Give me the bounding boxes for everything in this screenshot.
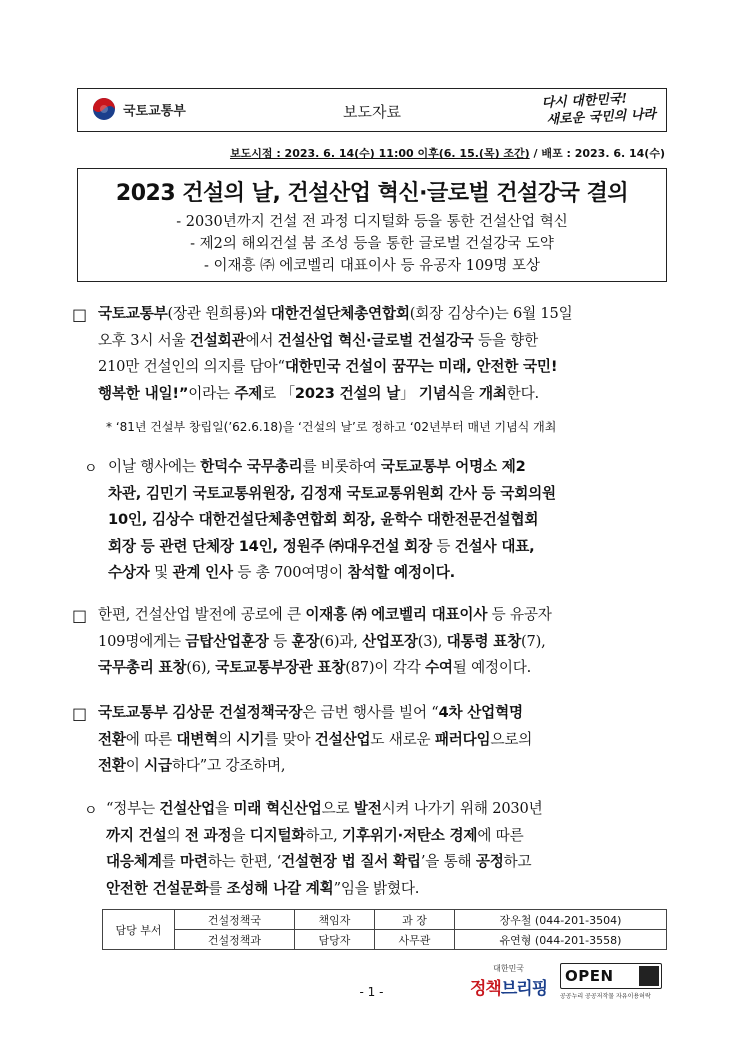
title-cell: 과 장 <box>375 910 455 930</box>
paragraph-2-line: 차관, 김민기 국토교통위원장, 김정재 국토교통위원회 간사 등 국회의원 <box>108 484 556 502</box>
embargo-time: 보도시점 : 2023. 6. 14(수) 11:00 이후(6. 15.(목) 조간) <box>229 147 530 160</box>
person-cell: 유연형 (044-201-3558) <box>455 930 667 950</box>
circle-bullet: ㅇ <box>84 803 98 819</box>
paragraph-2-line: 이날 행사에는 한덕수 국무총리를 비롯하여 국토교통부 어명소 제2 <box>108 458 526 475</box>
person-cell: 장우철 (044-201-3504) <box>455 910 667 930</box>
press-header <box>77 88 667 132</box>
paragraph-1 <box>98 301 573 407</box>
division-cell: 건설정책과 <box>175 930 295 950</box>
paragraph-5-line: “정부는 건설산업을 미래 혁신산업으로 발전시켜 나가기 위해 2030년 <box>106 800 543 817</box>
paragraph-4-line: 전환이 시급하다”고 강조하며, <box>98 757 286 774</box>
paragraph-4-line: 국토교통부 김상문 건설정책국장은 금번 행사를 빌어 “4차 산업혁명 <box>98 704 523 721</box>
dept-label-cell: 담당 부서 <box>103 910 175 950</box>
open-text: OPEN <box>565 967 614 985</box>
brief-title: 정책브리핑 <box>470 979 548 999</box>
paragraph-5-line: 대응체계를 마련하는 한편, ‘건설현장 법 질서 확립’을 통해 공정하고 <box>106 853 532 870</box>
page-number: - 1 - <box>359 985 384 999</box>
paragraph-1-line: 국토교통부(장관 원희룡)와 대한건설단체총연합회(회장 김상수)는 6월 15일 <box>98 305 573 322</box>
release-separator: / <box>529 147 542 160</box>
paragraph-2-line: 10인, 김상수 대한건설단체총연합회 회장, 윤학수 대한전문건설협회 <box>108 511 539 528</box>
paragraph-5-line: 안전한 건설문화를 조성해 나갈 계획”임을 밝혔다. <box>106 879 420 897</box>
footnote: * ‘81년 건설부 창립일(’62.6.18)을 ‘건설의 날’로 정하고 ‘02년부터 매년 기념식 개최 <box>106 420 557 434</box>
square-bullet: □ <box>72 704 88 723</box>
paragraph-1-line: 210만 건설인의 의지를 담아“대한민국 건설이 꿈꾸는 미래, 안전한 국민! <box>98 358 558 375</box>
paragraph-4 <box>98 700 532 780</box>
slogan <box>542 89 657 129</box>
table-row <box>103 930 667 950</box>
attribution-icon <box>639 966 659 986</box>
slogan-line-1: 다시 대한민국! <box>541 91 628 111</box>
open-badge <box>560 963 662 989</box>
paragraph-1-line: 행복한 내일!”이라는 주제로 「2023 건설의 날」 기념식을 개최한다. <box>98 384 539 402</box>
title-cell: 사무관 <box>375 930 455 950</box>
open-caption: 공공누리 공공저작물 자유이용허락 <box>560 993 651 1000</box>
paragraph-2-line: 회장 등 관련 단체장 14인, 정원주 ㈜대우건설 회장 등 건설사 대표, <box>108 537 535 555</box>
paragraph-3-line: 한편, 건설산업 발전에 공로에 큰 이재흥 ㈜ 에코벨리 대표이사 등 유공자 <box>98 606 552 623</box>
paragraph-2-line: 수상자 및 관계 인사 등 총 700여명이 참석할 예정이다. <box>108 564 455 581</box>
contact-table <box>102 909 667 950</box>
main-title: 2023 건설의 날, 건설산업 혁신·글로벌 건설강국 결의 <box>115 181 629 206</box>
press-release-label: 보도자료 <box>343 103 401 121</box>
policy-briefing-logo <box>470 963 547 999</box>
brief-small-text: 대한민국 <box>493 964 525 973</box>
square-bullet: □ <box>72 606 88 625</box>
paragraph-5 <box>106 796 543 902</box>
ministry-name: 국토교통부 <box>123 103 186 119</box>
paragraph-2 <box>108 454 556 587</box>
title-box <box>77 168 667 282</box>
paragraph-1-line: 오후 3시 서울 건설회관에서 건설산업 혁신·글로벌 건설강국 등을 향한 <box>98 331 538 349</box>
kogl-open-logo <box>560 963 662 999</box>
paragraph-3-line: 109명에게는 금탑산업훈장 등 훈장(6)과, 산업포장(3), 대통령 표창(7), <box>98 632 546 650</box>
distribution-time: 배포 : 2023. 6. 14(수) <box>541 147 665 160</box>
paragraph-5-line: 까지 건설의 전 과정을 디지털화하고, 기후위기·저탄소 경제에 따른 <box>106 826 524 844</box>
table-row <box>103 910 667 930</box>
bureau-cell: 건설정책국 <box>175 910 295 930</box>
paragraph-4-line: 전환에 따른 대변혁의 시기를 맞아 건설산업도 새로운 패러다임으로의 <box>98 730 533 748</box>
slogan-line-2: 새로운 국민의 나라 <box>546 107 657 128</box>
release-time <box>230 145 665 161</box>
role-cell: 담당자 <box>295 930 375 950</box>
role-cell: 책임자 <box>295 910 375 930</box>
paragraph-3-line: 국무총리 표창(6), 국토교통부장관 표창(87)이 각각 수여될 예정이다. <box>98 659 532 676</box>
subtitle-2: - 제2의 해외건설 붐 조성 등을 통한 글로벌 건설강국 도약 <box>190 236 554 252</box>
subtitle-1: - 2030년까지 건설 전 과정 디지털화 등을 통한 건설산업 혁신 <box>176 214 568 230</box>
square-bullet: □ <box>72 305 88 324</box>
circle-bullet: ㅇ <box>84 461 98 477</box>
paragraph-3 <box>98 602 552 682</box>
subtitle-3: - 이재흥 ㈜ 에코벨리 대표이사 등 유공자 109명 포상 <box>203 258 541 274</box>
